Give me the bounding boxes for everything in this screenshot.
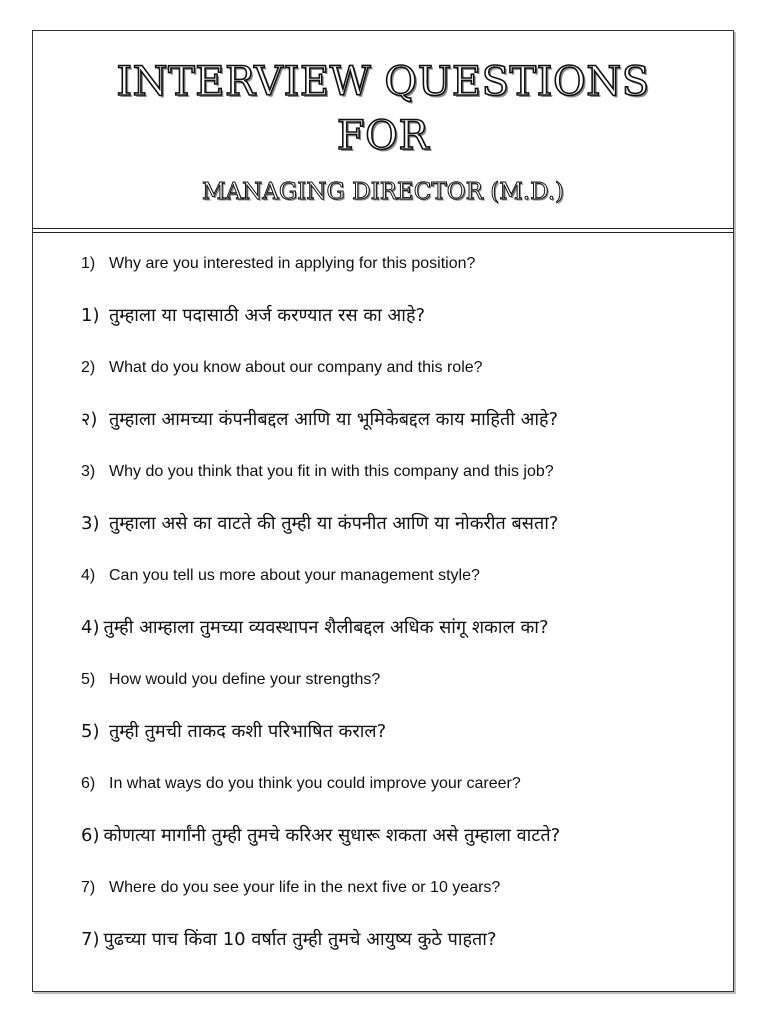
question-number: 2) bbox=[81, 359, 96, 376]
question-marathi bbox=[81, 303, 425, 327]
question-number: 3) bbox=[81, 463, 96, 480]
question-text: तुम्हाला आमच्या कंपनीबद्दल आणि या भूमिकेबद्दल काय माहिती आहे? bbox=[109, 409, 559, 430]
question-number: 5) bbox=[81, 721, 100, 742]
question-number: २) bbox=[81, 409, 98, 430]
question-number: 1) bbox=[81, 255, 96, 272]
question-number: 7) bbox=[81, 879, 96, 896]
question-english bbox=[81, 463, 554, 481]
question-text: Why are you interested in applying for this position? bbox=[109, 255, 476, 272]
question-number: 6) bbox=[81, 775, 96, 792]
header-divider bbox=[33, 232, 733, 233]
question-english bbox=[81, 567, 480, 585]
question-text: Where do you see your life in the next five or 10 years? bbox=[109, 879, 501, 896]
question-text: पुढच्या पाच किंवा 10 वर्षात तुम्ही तुमचे आयुष्य कुठे पाहता? bbox=[103, 929, 497, 950]
question-text: Why do you think that you fit in with this company and this job? bbox=[109, 463, 554, 480]
question-text: Can you tell us more about your management style? bbox=[109, 567, 480, 584]
question-marathi bbox=[81, 719, 386, 743]
page-title: INTERVIEW QUESTIONS bbox=[116, 59, 650, 105]
question-marathi bbox=[81, 823, 560, 847]
question-number: 5) bbox=[81, 671, 96, 688]
question-english bbox=[81, 359, 483, 377]
question-english bbox=[81, 255, 475, 273]
question-number: 7) bbox=[81, 929, 100, 950]
document-header bbox=[33, 31, 733, 229]
question-number: 4) bbox=[81, 567, 96, 584]
question-text: तुम्हाला या पदासाठी अर्ज करण्यात रस का आहे? bbox=[109, 305, 426, 326]
question-number: 3) bbox=[81, 513, 100, 534]
question-marathi bbox=[81, 407, 558, 431]
question-marathi bbox=[81, 927, 497, 951]
question-text: तुम्हाला असे का वाटते की तुम्ही या कंपनीत आणि या नोकरीत बसता? bbox=[109, 513, 559, 534]
question-text: In what ways do you think you could improve your career? bbox=[109, 775, 521, 792]
document-page bbox=[32, 30, 734, 992]
question-english bbox=[81, 671, 380, 689]
question-text: What do you know about our company and this role? bbox=[109, 359, 483, 376]
question-text: How would you define your strengths? bbox=[109, 671, 381, 688]
question-marathi bbox=[81, 615, 549, 639]
question-text: कोणत्या मार्गांनी तुम्ही तुमचे करिअर सुधारू शकता असे तुम्हाला वाटते? bbox=[103, 825, 561, 846]
question-marathi bbox=[81, 511, 558, 535]
page-title-for: FOR bbox=[336, 113, 430, 159]
question-number: 4) bbox=[81, 617, 100, 638]
page-subtitle: MANAGING DIRECTOR (M.D.) bbox=[202, 179, 564, 205]
question-number: 6) bbox=[81, 825, 100, 846]
question-text: तुम्ही आम्हाला तुमच्या व्यवस्थापन शैलीबद्दल अधिक सांगू शकाल का? bbox=[103, 617, 549, 638]
question-english bbox=[81, 879, 500, 897]
question-english bbox=[81, 775, 521, 793]
question-number: 1) bbox=[81, 305, 100, 326]
question-text: तुम्ही तुमची ताकद कशी परिभाषित कराल? bbox=[109, 721, 387, 742]
